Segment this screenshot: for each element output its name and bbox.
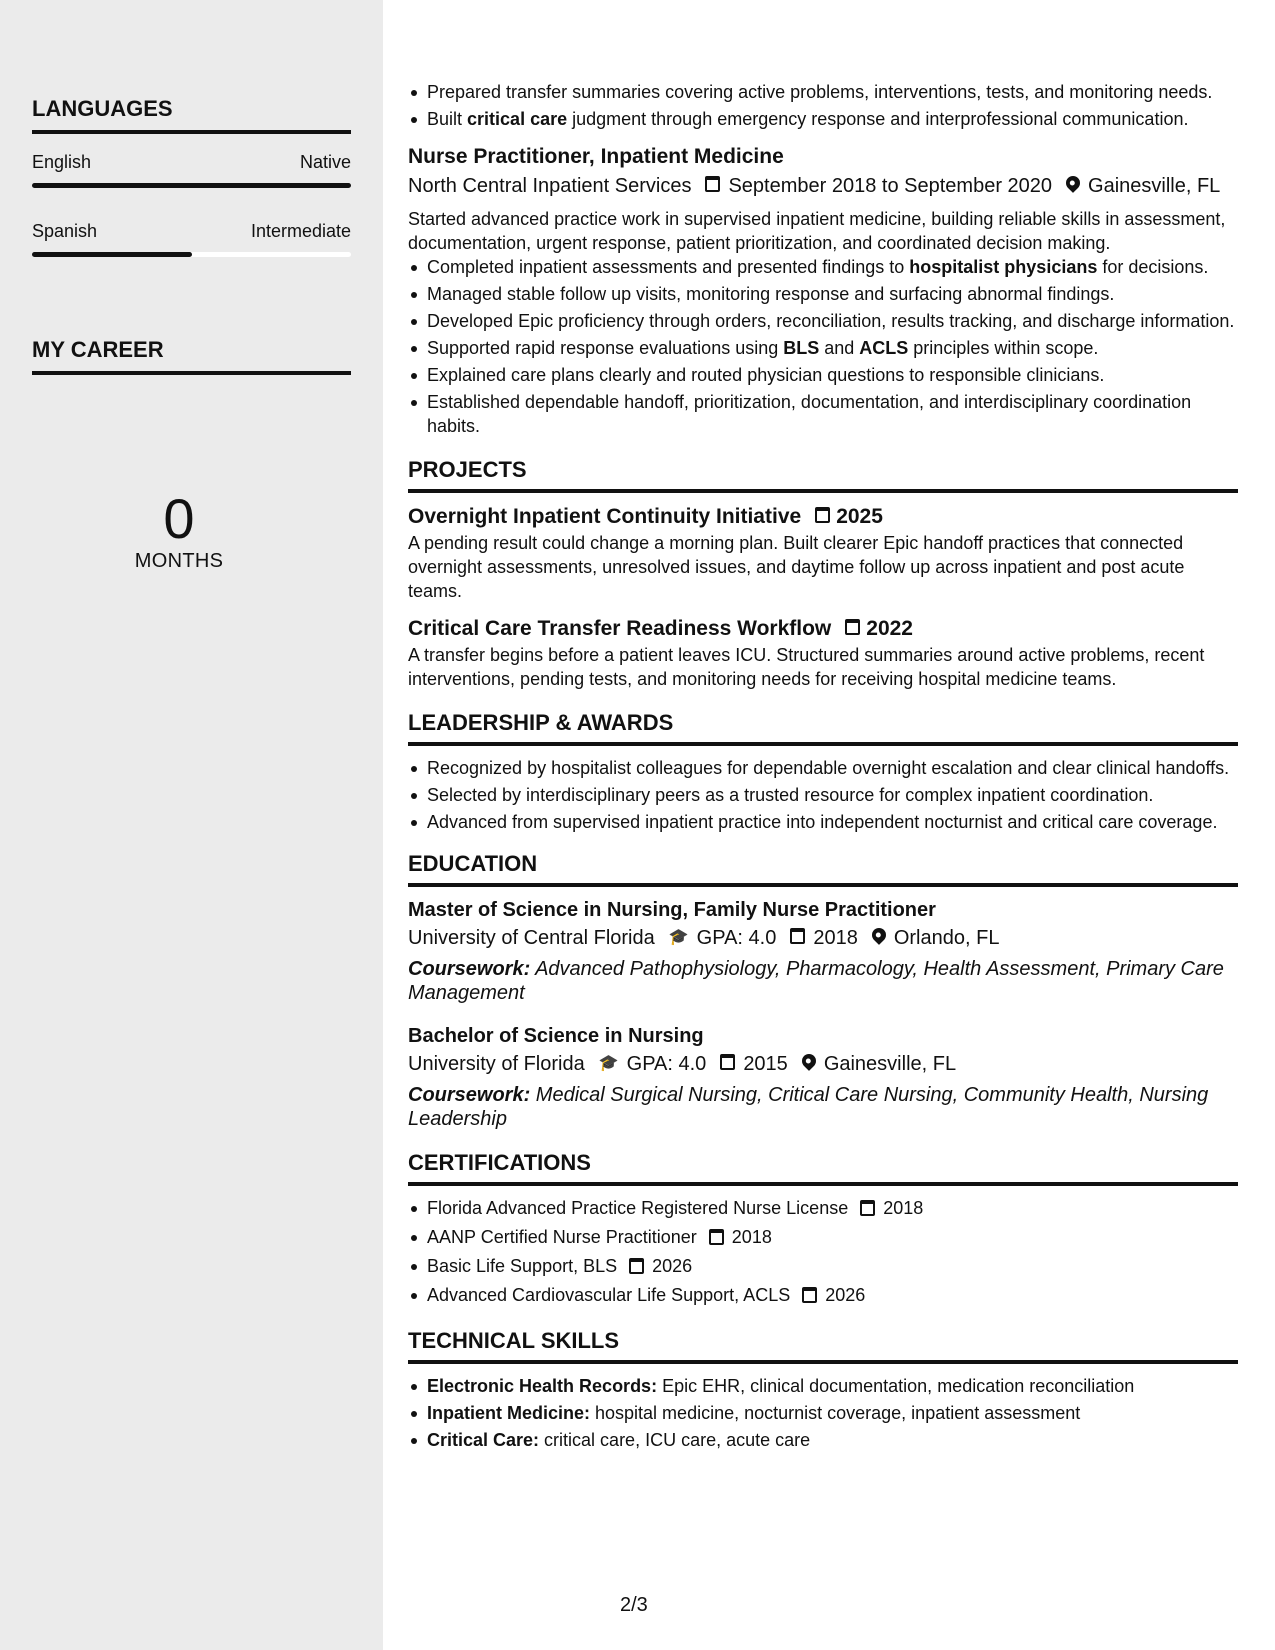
certifications-heading: CERTIFICATIONS	[408, 1149, 1238, 1186]
school-name: University of Florida	[408, 1053, 585, 1075]
career-months-unit: MONTHS	[134, 550, 224, 572]
list-item: Prepared transfer summaries covering active problems, interventions, tests, and monitoring needs.	[408, 80, 1238, 104]
list-item: AANP Certified Nurse Practitioner 2018	[408, 1225, 1238, 1251]
project-title: Critical Care Transfer Readiness Workflow 2022	[408, 615, 1238, 643]
coursework: Coursework: Advanced Pathophysiology, Pharmacology, Health Assessment, Primary Care Management	[408, 958, 1224, 1004]
sidebar	[0, 0, 383, 1650]
list-item: Supported rapid response evaluations using BLS and ACLS principles within scope.	[408, 336, 1238, 360]
list-item: Established dependable handoff, prioritization, documentation, and interdisciplinary coordination habits.	[408, 390, 1238, 438]
technical-skills-heading: TECHNICAL SKILLS	[408, 1327, 1238, 1364]
list-item: Florida Advanced Practice Registered Nurse License 2018	[408, 1196, 1238, 1222]
calendar-icon	[845, 615, 860, 643]
page-number: 2/3	[620, 1594, 648, 1616]
language-level: Intermediate	[250, 221, 351, 241]
location-pin-icon	[1066, 171, 1080, 201]
school-location: Orlando, FL	[893, 927, 1000, 949]
project-description: A pending result could change a morning plan. Built clearer Epic handoff practices that connected overnight assessments, unresolved issues, and daytime follow up across inpatient and post acute teams.	[408, 533, 1185, 601]
list-item: Inpatient Medicine: hospital medicine, nocturnist coverage, inpatient assessment	[408, 1401, 1238, 1425]
list-item: Recognized by hospitalist colleagues for dependable overnight escalation and clear clinical handoffs.	[408, 756, 1238, 780]
list-item: Completed inpatient assessments and presented findings to hospitalist physicians for decisions.	[408, 255, 1238, 279]
project-title: Overnight Inpatient Continuity Initiative 2025	[408, 503, 1238, 531]
gpa: GPA: 4.0	[626, 1053, 707, 1075]
language-proficiency-fill	[32, 183, 351, 188]
language-name: Spanish	[32, 221, 98, 241]
leadership-heading: LEADERSHIP & AWARDS	[408, 709, 1238, 746]
languages-heading: LANGUAGES	[32, 96, 351, 134]
job-description: Started advanced practice work in supervised inpatient medicine, building reliable skills in assessment, documentation, urgent response, patient prioritization, and coordinated decision making.	[408, 209, 1226, 253]
calendar-icon	[860, 1201, 875, 1218]
list-item: Basic Life Support, BLS 2026	[408, 1254, 1238, 1280]
job-title: Nurse Practitioner, Inpatient Medicine	[408, 145, 784, 168]
career-heading: MY CAREER	[32, 337, 351, 375]
calendar-icon	[629, 1259, 644, 1276]
job-bullets	[408, 255, 1238, 438]
gpa: GPA: 4.0	[696, 927, 777, 949]
language-level: Native	[299, 152, 351, 172]
education-meta	[408, 923, 1238, 953]
job-location: Gainesville, FL	[1088, 175, 1221, 197]
language-row-english	[32, 152, 351, 173]
calendar-icon	[709, 1230, 724, 1247]
location-pin-icon	[872, 923, 886, 953]
language-proficiency-bar	[32, 252, 351, 257]
project-description: A transfer begins before a patient leaves ICU. Structured summaries around active problems, recent interventions, pending tests, and monitoring needs for receiving hospital medicine teams.	[408, 645, 1205, 689]
job-dates: September 2018 to September 2020	[728, 175, 1053, 197]
language-proficiency-fill	[32, 252, 192, 257]
project-year: 2025	[836, 505, 883, 528]
school-location: Gainesville, FL	[823, 1053, 957, 1075]
list-item: Electronic Health Records: Epic EHR, clinical documentation, medication reconciliation	[408, 1374, 1238, 1398]
projects-heading: PROJECTS	[408, 456, 1238, 493]
list-item: Advanced Cardiovascular Life Support, ACLS 2026	[408, 1283, 1238, 1309]
list-item: Advanced from supervised inpatient practice into independent nocturnist and critical care coverage.	[408, 810, 1238, 834]
calendar-icon	[815, 503, 830, 531]
list-item: Developed Epic proficiency through orders, reconciliation, results tracking, and discharge information.	[408, 309, 1238, 333]
language-name: English	[32, 152, 92, 172]
calendar-icon	[802, 1288, 817, 1305]
degree-title: Master of Science in Nursing, Family Nurse Practitioner	[408, 899, 936, 921]
list-item: Explained care plans clearly and routed physician questions to responsible clinicians.	[408, 363, 1238, 387]
list-item: Managed stable follow up visits, monitoring response and surfacing abnormal findings.	[408, 282, 1238, 306]
graduation-year: 2018	[813, 927, 858, 949]
list-item: Built critical care judgment through emergency response and interprofessional communication.	[408, 107, 1238, 131]
main-content	[408, 80, 1238, 1455]
education-meta	[408, 1049, 1238, 1079]
job-meta	[408, 171, 1238, 201]
skills-list	[408, 1374, 1238, 1452]
graduation-year: 2015	[743, 1053, 788, 1075]
graduation-cap-icon: 🎓	[598, 1055, 619, 1072]
project-year: 2022	[866, 617, 913, 640]
certifications-list	[408, 1196, 1238, 1309]
calendar-icon	[705, 171, 720, 201]
company-name: North Central Inpatient Services	[408, 175, 692, 197]
leadership-list	[408, 756, 1238, 834]
language-proficiency-bar	[32, 183, 351, 188]
graduation-cap-icon: 🎓	[668, 929, 689, 946]
list-item: Selected by interdisciplinary peers as a trusted resource for complex inpatient coordination.	[408, 783, 1238, 807]
school-name: University of Central Florida	[408, 927, 655, 949]
location-pin-icon	[802, 1049, 816, 1079]
experience-tail-bullets	[408, 80, 1238, 131]
calendar-icon	[720, 1049, 735, 1079]
degree-title: Bachelor of Science in Nursing	[408, 1025, 704, 1047]
career-months-value: 0	[163, 487, 195, 550]
language-row-spanish	[32, 221, 351, 242]
coursework: Coursework: Medical Surgical Nursing, Critical Care Nursing, Community Health, Nursing Leadership	[408, 1084, 1209, 1130]
calendar-icon	[790, 923, 805, 953]
list-item: Critical Care: critical care, ICU care, acute care	[408, 1428, 1238, 1452]
education-heading: EDUCATION	[408, 850, 1238, 887]
